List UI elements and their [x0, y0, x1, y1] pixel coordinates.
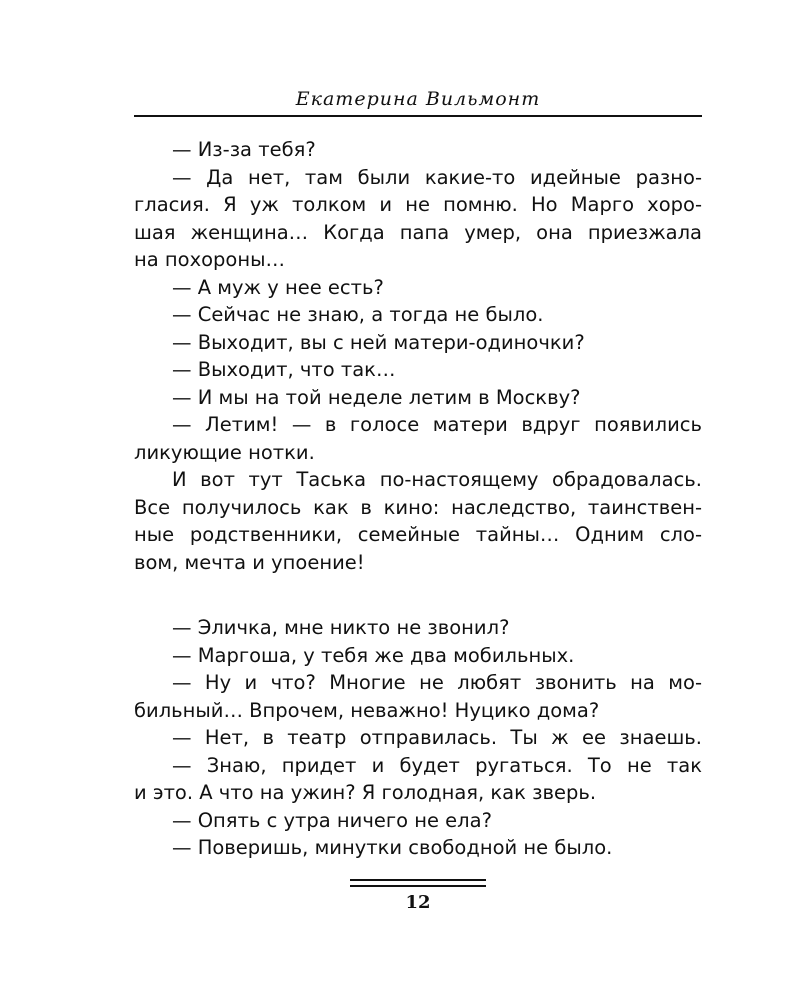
- footer-rule-bottom: [350, 885, 486, 887]
- text-line: — Ну и что? Многие не любят звонить на мо-: [172, 671, 702, 694]
- text-line: бильный… Впрочем, неважно! Нуцико дома?: [134, 698, 600, 722]
- text-line: гласия. Я уж толком и не помню. Но Марго хоро-: [134, 193, 702, 216]
- text-line: — И мы на той неделе летим в Москву?: [172, 385, 581, 409]
- text-line: — Летим! — в голосе матери вдруг появились: [172, 413, 702, 436]
- page-number: 12: [405, 892, 431, 913]
- text-line: — Поверишь, минутки свободной не было.: [172, 836, 613, 859]
- text-line: шая женщина… Когда папа умер, она приезжала: [134, 220, 702, 244]
- footer-rule: [350, 879, 486, 887]
- text-line: — Знаю, придет и будет ругаться. То не так: [172, 753, 702, 777]
- header-rule: [134, 115, 702, 117]
- text-line: — Да нет, там были какие-то идейные разно-: [172, 165, 702, 189]
- text-line: и это. А что на ужин? Я голодная, как зверь.: [134, 781, 597, 804]
- text-line: — Из-за тебя?: [172, 138, 316, 161]
- text-line: на похороны…: [134, 248, 286, 271]
- text-line: — Маргоша, у тебя же два мобильных.: [172, 643, 575, 667]
- text-line: ные родственники, семейные тайны… Одним сло-: [134, 523, 702, 546]
- text-line: Все получилось как в кино: наследство, таинствен-: [134, 495, 702, 519]
- text-line: — Эличка, мне никто не звонил?: [172, 616, 510, 639]
- text-line: — Нет, в театр отправилась. Ты ж ее знаешь.: [172, 726, 702, 749]
- text-block-1: [134, 136, 702, 576]
- text-line: — Опять с утра ничего не ела?: [172, 808, 492, 832]
- text-line: — А муж у нее есть?: [172, 275, 384, 299]
- text-line: — Выходит, вы с ней матери-одиночки?: [172, 330, 585, 354]
- text-line: — Сейчас не знаю, а тогда не было.: [172, 303, 544, 326]
- text-line: — Выходит, что так…: [172, 358, 396, 381]
- text-line: ликующие нотки.: [134, 440, 315, 464]
- text-line: вом, мечта и упоение!: [134, 550, 365, 574]
- running-head: Екатерина Вильмонт: [295, 88, 541, 110]
- footer-rule-top: [350, 879, 486, 881]
- text-block-2: [134, 614, 702, 862]
- text-line: И вот тут Таська по-настоящему обрадовалась.: [172, 468, 702, 491]
